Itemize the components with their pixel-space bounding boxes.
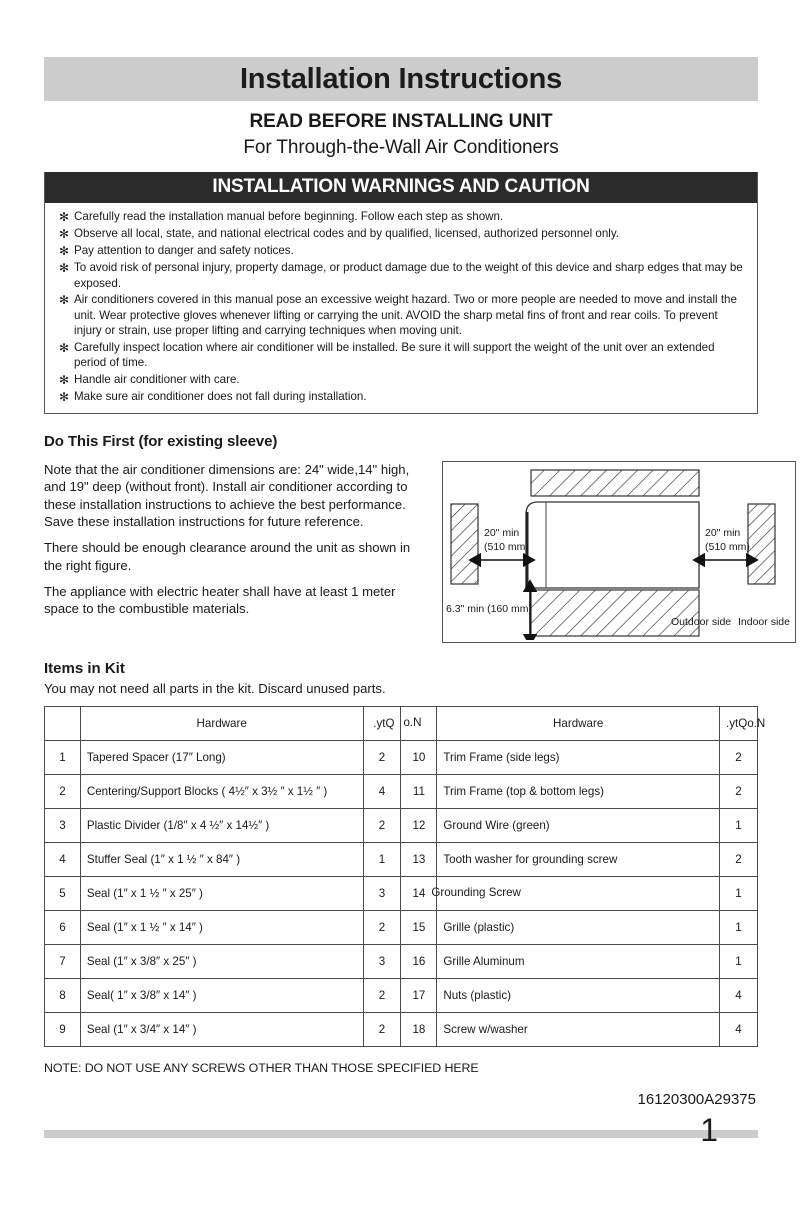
cell-qty: 2: [720, 843, 758, 877]
cell-qty: 2: [720, 741, 758, 775]
items-in-kit-subtitle: You may not need all parts in the kit. Discard unused parts.: [44, 681, 386, 697]
column-header-hardware-left: Hardware: [80, 707, 363, 741]
cell-no: 15: [401, 911, 437, 945]
page-number: 1: [700, 1112, 718, 1149]
right-clearance-label-line1: 20" min: [705, 527, 741, 540]
do-this-first-heading: Do This First (for existing sleeve): [44, 433, 278, 451]
table-row: [45, 1013, 758, 1047]
asterisk-bullet-icon: ✻: [59, 210, 70, 224]
cell-hardware: Grille (plastic): [437, 911, 720, 945]
cell-hardware-text: Grounding Screw: [431, 886, 521, 900]
paragraph-clearance: There should be enough clearance around the unit as shown in the right figure.: [44, 540, 411, 573]
cell-hardware: Tooth washer for grounding screw: [437, 843, 720, 877]
asterisk-bullet-icon: ✻: [59, 227, 70, 242]
warning-text: Handle air conditioner with care.: [74, 372, 240, 386]
asterisk-bullet-icon: ✻: [59, 261, 70, 276]
cell-hardware: Plastic Divider (1/8″ x 4 ½″ x 14½″ ): [80, 809, 363, 843]
cell-qty: 3: [363, 945, 401, 979]
column-header-qty-right: [720, 707, 766, 741]
column-header-no-overflow-text: o.N: [747, 717, 766, 731]
cell-hardware: Grille Aluminum: [437, 945, 720, 979]
cell-hardware: Centering/Support Blocks ( 4½″ x 3½ ″ x 1½ ″ ): [80, 775, 363, 809]
table-row: [45, 775, 758, 809]
asterisk-bullet-icon: ✻: [59, 244, 70, 259]
page-title: Installation Instructions: [239, 62, 563, 95]
cell-qty: 4: [720, 1013, 758, 1047]
wall-block-left: [451, 504, 478, 584]
cell-qty: 3: [363, 877, 401, 911]
warnings-heading: INSTALLATION WARNINGS AND CAUTION: [45, 172, 757, 203]
column-header-qty-left: .ytQ: [363, 707, 401, 741]
wall-block-bottom: [531, 590, 699, 636]
cell-no: 10: [401, 741, 437, 775]
indoor-side-label: Indoor side: [738, 616, 790, 629]
warning-item: [55, 292, 747, 339]
column-header-no-right: [401, 707, 437, 741]
asterisk-bullet-icon: ✻: [59, 372, 70, 387]
subtitle-product-type: For Through-the-Wall Air Conditioners: [243, 137, 559, 158]
cell-no: 3: [45, 809, 81, 843]
cell-no: 16: [401, 945, 437, 979]
column-header-hardware-right: Hardware: [437, 707, 720, 741]
column-header-no-right-text: o.N: [403, 716, 422, 730]
cell-qty: 1: [720, 911, 758, 945]
footer-note: NOTE: DO NOT USE ANY SCREWS OTHER THAN THOSE SPECIFIED HERE: [44, 1061, 479, 1076]
column-header-no-left: [45, 707, 81, 741]
footer-divider-bar: [44, 1130, 758, 1138]
warning-item: [55, 243, 747, 259]
clearance-diagram: [442, 461, 796, 643]
items-in-kit-heading: Items in Kit: [44, 660, 125, 678]
warning-item: [55, 226, 747, 242]
table-row: [45, 911, 758, 945]
warning-text: Make sure air conditioner does not fall during installation.: [74, 390, 367, 404]
cell-no: 6: [45, 911, 81, 945]
air-conditioner-unit: [526, 502, 699, 588]
cell-qty: 4: [720, 979, 758, 1013]
wall-block-top: [531, 470, 699, 496]
cell-hardware: [431, 877, 720, 911]
cell-qty: 2: [720, 775, 758, 809]
cell-qty: 2: [363, 911, 401, 945]
cell-hardware: Seal (1″ x 3/4″ x 14″ ): [80, 1013, 363, 1047]
right-clearance-label-line2: (510 mm): [705, 541, 750, 554]
do-this-first-text: [44, 461, 418, 626]
do-this-first-section: [44, 461, 790, 643]
cell-no: 8: [45, 979, 81, 1013]
items-in-kit-table: [44, 706, 766, 1047]
document-number: 16120300A29375: [637, 1091, 756, 1109]
clearance-diagram-container: [442, 461, 796, 643]
warning-item: [55, 340, 747, 371]
cell-hardware: Seal (1″ x 3/8″ x 25″ ): [80, 945, 363, 979]
warning-item: [55, 389, 747, 405]
cell-qty: 2: [363, 1013, 401, 1047]
cell-qty: 2: [363, 979, 401, 1013]
cell-hardware: Ground Wire (green): [437, 809, 720, 843]
cell-qty: 1: [363, 843, 401, 877]
left-clearance-label-line1: 20" min: [484, 527, 520, 540]
paragraph-heater: The appliance with electric heater shall have at least 1 meter space to the combustible materials.: [44, 583, 396, 617]
bottom-clearance-label: 6.3" min (160 mm): [446, 603, 532, 616]
warning-text: Carefully inspect location where air conditioner will be installed. Be sure it will support the weight of the unit over an extended period of time.: [74, 340, 715, 370]
table-row: [45, 979, 758, 1013]
asterisk-bullet-icon: ✻: [59, 293, 70, 308]
warnings-panel: [44, 172, 758, 414]
cell-hardware: Seal( 1″ x 3/8″ x 14″ ): [80, 979, 363, 1013]
subtitle-read-before: READ BEFORE INSTALLING UNIT: [249, 111, 553, 132]
asterisk-bullet-icon: ✻: [59, 340, 70, 355]
cell-hardware: Screw w/washer: [437, 1013, 720, 1047]
cell-no: 1: [45, 741, 81, 775]
document-page: [0, 57, 802, 1217]
column-header-qty-right-text: .ytQ: [726, 717, 748, 731]
cell-no: 18: [401, 1013, 437, 1047]
cell-qty: 1: [720, 877, 758, 911]
warning-text: Pay attention to danger and safety notices.: [74, 244, 294, 258]
cell-no: 17: [401, 979, 437, 1013]
cell-no: 7: [45, 945, 81, 979]
cell-no: 14: [401, 877, 437, 911]
cell-no: 4: [45, 843, 81, 877]
document-title-bar: [44, 57, 758, 101]
warning-item: [55, 260, 747, 291]
cell-no: 13: [401, 843, 437, 877]
cell-qty: 1: [720, 945, 758, 979]
cell-hardware: Trim Frame (side legs): [437, 741, 720, 775]
cell-qty: 4: [363, 775, 401, 809]
table-header-row: [45, 707, 758, 741]
cell-no: 9: [45, 1013, 81, 1047]
wall-block-right: [748, 504, 775, 584]
cell-hardware: Seal (1″ x 1 ½ ″ x 14″ ): [80, 911, 363, 945]
warning-text: Air conditioners covered in this manual pose an excessive weight hazard. Two or more people are needed to move and install the unit. Wear protective gloves whenever lifting or carrying the unit. AVOID the sharp metal fins of front and rear coils. To prevent injury or strain, use proper lifting and carrying techniques when moving unit.: [74, 293, 737, 338]
table-row: [45, 741, 758, 775]
items-in-kit-body: [45, 741, 758, 1047]
table-row: [45, 809, 758, 843]
cell-hardware: Tapered Spacer (17″ Long): [80, 741, 363, 775]
clearance-diagram-svg: [443, 462, 795, 640]
warning-item: [55, 209, 747, 225]
cell-no: 11: [401, 775, 437, 809]
left-clearance-label-line2: (510 mm): [484, 541, 529, 554]
warning-item: [55, 372, 747, 388]
cell-hardware: Nuts (plastic): [437, 979, 720, 1013]
cell-no: 12: [401, 809, 437, 843]
paragraph-dimensions: Note that the air conditioner dimensions are: 24" wide,14" high, and 19" deep (without front). Install air conditioner according to these installation instructions to achieve the best performance. Save these installation instructions for future reference.: [44, 462, 410, 529]
cell-hardware: Stuffer Seal (1″ x 1 ½ ″ x 84″ ): [80, 843, 363, 877]
cell-qty: 2: [363, 741, 401, 775]
cell-hardware: Seal (1″ x 1 ½ ″ x 25″ ): [80, 877, 363, 911]
asterisk-bullet-icon: ✻: [59, 390, 70, 405]
warning-text: Observe all local, state, and national electrical codes and by qualified, licensed, authorized personnel only.: [74, 227, 620, 241]
warning-text: To avoid risk of personal injury, property damage, or product damage due to the weight of this device and sharp edges that may be exposed.: [74, 261, 743, 290]
table-row: [45, 945, 758, 979]
table-row: [45, 843, 758, 877]
warning-text: Carefully read the installation manual before beginning. Follow each step as shown.: [74, 210, 504, 223]
table-row: [45, 877, 758, 911]
cell-no: 2: [45, 775, 81, 809]
cell-no: 5: [45, 877, 81, 911]
cell-qty: 1: [720, 809, 758, 843]
footer-bar-area: [44, 1112, 758, 1162]
cell-qty: 2: [363, 809, 401, 843]
outdoor-side-label: Outdoor side: [671, 616, 732, 629]
warnings-list: [45, 203, 757, 413]
cell-hardware: Trim Frame (top & bottom legs): [437, 775, 720, 809]
